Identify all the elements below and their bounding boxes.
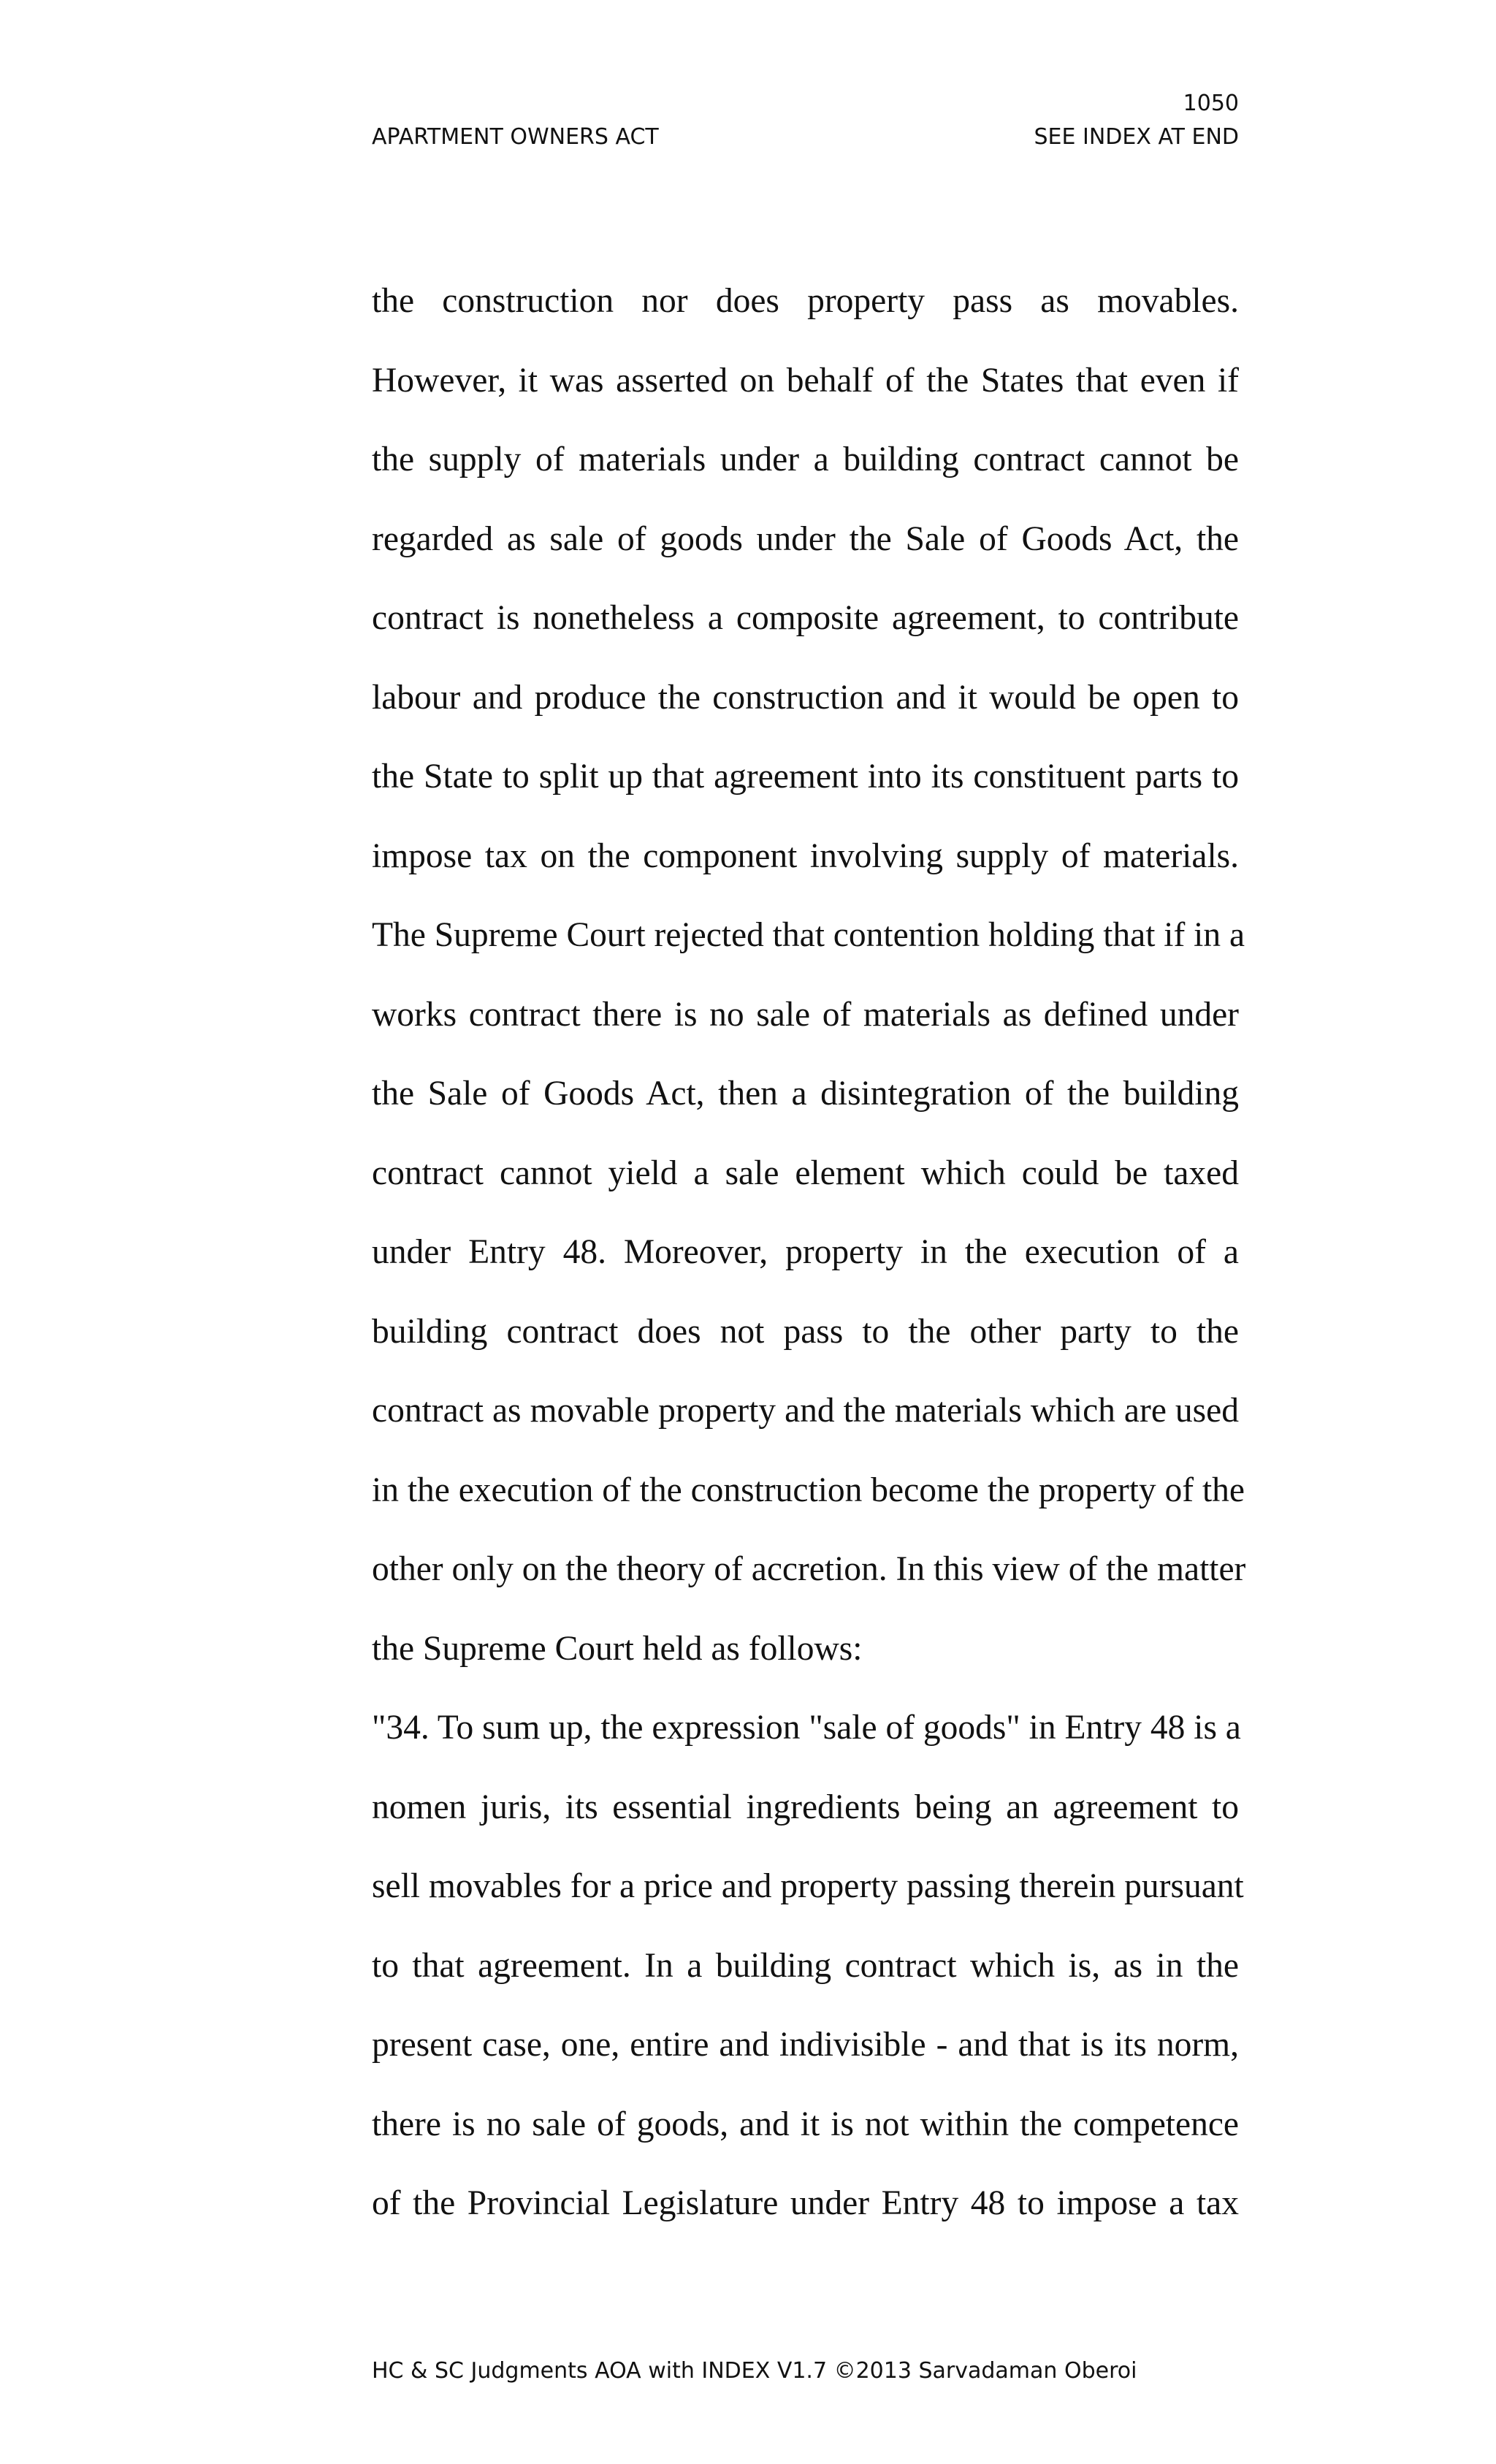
- body-line: present case, one, entire and indivisible - and that is its norm,: [372, 2026, 1239, 2064]
- body-line: contract cannot yield a sale element which could be taxed: [372, 1153, 1239, 1192]
- running-header-index-note: SEE INDEX AT END: [1034, 124, 1239, 150]
- body-text: [372, 262, 1246, 2243]
- body-line: "34. To sum up, the expression "sale of goods" in Entry 48 is a: [372, 1709, 1241, 1747]
- body-line: building contract does not pass to the other party to the: [372, 1312, 1239, 1351]
- body-line: works contract there is no sale of materials as defined under: [372, 995, 1239, 1034]
- body-line: the supply of materials under a building contract cannot be: [372, 440, 1239, 478]
- body-line: in the execution of the construction become the property of the: [372, 1471, 1245, 1509]
- body-line: labour and produce the construction and it would be open to: [372, 678, 1239, 717]
- body-line: to that agreement. In a building contract which is, as in the: [372, 1946, 1239, 1985]
- body-line: contract as movable property and the materials which are used: [372, 1392, 1239, 1430]
- body-line: regarded as sale of goods under the Sale of Goods Act, the: [372, 519, 1239, 558]
- body-line: The Supreme Court rejected that contention holding that if in a: [372, 916, 1245, 954]
- body-line: the construction nor does property pass as movables.: [372, 282, 1239, 320]
- running-header-title: APARTMENT OWNERS ACT: [372, 124, 659, 150]
- page-footer: HC & SC Judgments AOA with INDEX V1.7 ©2013 Sarvadaman Oberoi: [372, 2358, 1137, 2384]
- body-line: other only on the theory of accretion. In this view of the matter: [372, 1550, 1246, 1588]
- body-line: nomen juris, its essential ingredients being an agreement to: [372, 1788, 1239, 1826]
- page-number: 1050: [1183, 91, 1239, 116]
- body-line: the State to split up that agreement into its constituent parts to: [372, 758, 1239, 796]
- body-line: the Sale of Goods Act, then a disintegration of the building: [372, 1075, 1239, 1113]
- body-line: the Supreme Court held as follows:: [372, 1629, 863, 1668]
- body-line: under Entry 48. Moreover, property in the execution of a: [372, 1233, 1239, 1271]
- body-line: of the Provincial Legislature under Entry 48 to impose a tax: [372, 2184, 1239, 2222]
- body-line: However, it was asserted on behalf of the States that even if: [372, 361, 1239, 400]
- body-line: there is no sale of goods, and it is not within the competence: [372, 2105, 1239, 2143]
- body-line: sell movables for a price and property passing therein pursuant: [372, 1867, 1244, 1905]
- body-line: contract is nonetheless a composite agreement, to contribute: [372, 599, 1239, 637]
- body-line: impose tax on the component involving supply of materials.: [372, 836, 1239, 875]
